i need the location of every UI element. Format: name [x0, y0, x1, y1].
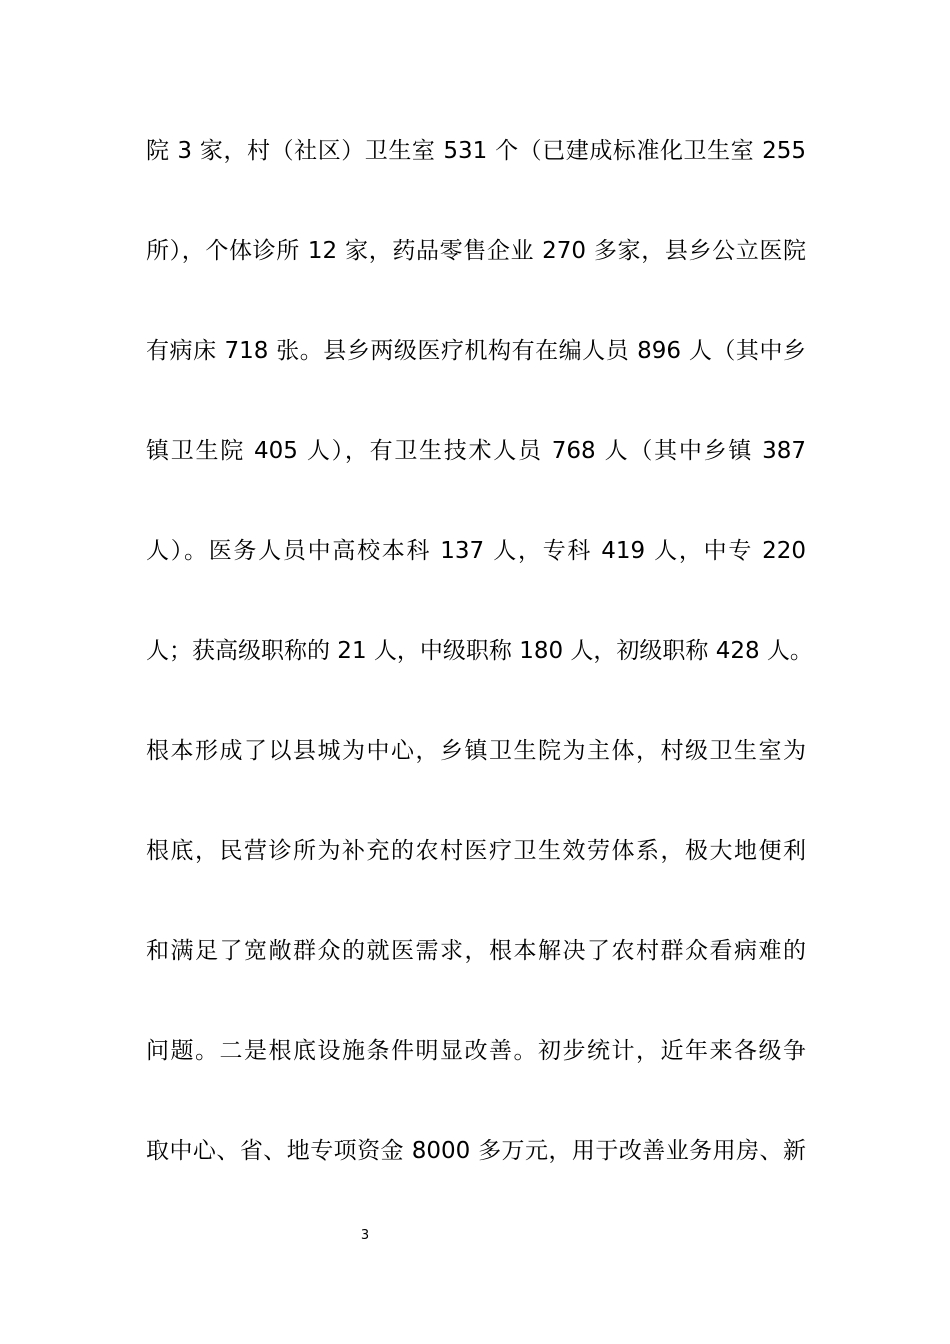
body-text-line: 人；获高级职称的 21 人，中级职称 180 人，初级职称 428 人。 [146, 638, 813, 664]
page-number: 3 [360, 1228, 370, 1243]
body-text-line: 问题。二是根底设施条件明显改善。初步统计，近年来各级争 [146, 1038, 806, 1064]
body-text-line: 有病床 718 张。县乡两级医疗机构有在编人员 896 人（其中乡 [146, 338, 806, 364]
body-text-line: 院 3 家，村（社区）卫生室 531 个（已建成标准化卫生室 255 [146, 138, 806, 164]
body-text-line: 所），个体诊所 12 家，药品零售企业 270 多家，县乡公立医院 [146, 238, 806, 264]
body-text-line: 根本形成了以县城为中心，乡镇卫生院为主体，村级卫生室为 [146, 738, 806, 764]
body-text-line: 取中心、省、地专项资金 8000 多万元，用于改善业务用房、新 [146, 1138, 806, 1164]
body-text-line: 根底，民营诊所为补充的农村医疗卫生效劳体系，极大地便利 [146, 838, 806, 864]
body-text-line: 人）。医务人员中高校本科 137 人，专科 419 人，中专 220 [146, 538, 806, 564]
body-text-line: 和满足了宽敞群众的就医需求，根本解决了农村群众看病难的 [146, 938, 806, 964]
body-text-line: 镇卫生院 405 人），有卫生技术人员 768 人（其中乡镇 387 [146, 438, 806, 464]
